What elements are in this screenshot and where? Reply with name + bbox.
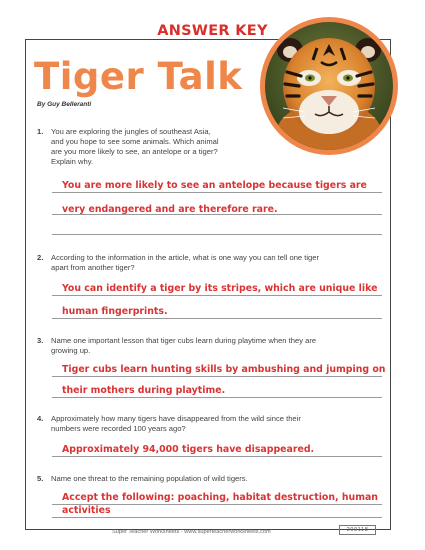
question-1 xyxy=(37,127,367,167)
answer-line: You are more likely to see an antelope because tigers are xyxy=(62,180,367,191)
answer-rule xyxy=(52,234,382,235)
question-number: 4. xyxy=(37,414,44,423)
answer-line: human fingerprints. xyxy=(62,306,168,317)
page-title: Tiger Talk xyxy=(34,55,243,98)
question-line: growing up. xyxy=(51,346,91,355)
question-line: Name one threat to the remaining population of wild tigers. xyxy=(51,474,248,483)
answer-rule xyxy=(52,376,382,377)
answer-line: their mothers during playtime. xyxy=(62,385,226,396)
question-4 xyxy=(37,414,377,434)
answer-line: activities xyxy=(62,505,111,516)
question-5 xyxy=(37,474,377,484)
footer-credit: Super Teacher Worksheets - www.superteacherworksheets.com xyxy=(112,529,271,535)
answer-line: Accept the following: poaching, habitat destruction, human xyxy=(62,492,378,503)
question-line: apart from another tiger? xyxy=(51,263,135,272)
answer-rule xyxy=(52,192,382,193)
answer-line: Tiger cubs learn hunting skills by ambushing and jumping on xyxy=(62,364,386,375)
question-line: and you hope to see some animals. Which animal xyxy=(51,137,219,146)
question-number: 1. xyxy=(37,127,44,136)
question-3 xyxy=(37,336,377,356)
answer-rule xyxy=(52,397,382,398)
question-line: are you more likely to see, an antelope or a tiger? xyxy=(51,147,218,156)
question-2 xyxy=(37,253,377,273)
answer-line: Approximately 94,000 tigers have disappeared. xyxy=(62,444,315,455)
question-number: 3. xyxy=(37,336,44,345)
answer-line: You can identify a tiger by its stripes, which are unique like xyxy=(62,283,378,294)
answer-rule xyxy=(52,456,382,457)
question-line: You are exploring the jungles of southeast Asia, xyxy=(51,127,211,136)
answer-rule xyxy=(52,295,382,296)
byline: By Guy Belleranti xyxy=(37,101,92,108)
answer-rule xyxy=(52,318,382,319)
worksheet-code: 200118 xyxy=(339,525,376,535)
question-line: Name one important lesson that tiger cubs learn during playtime when they are xyxy=(51,336,317,345)
answer-line: very endangered and are therefore rare. xyxy=(62,204,278,215)
question-line: Explain why. xyxy=(51,157,94,166)
answer-key-heading: ANSWER KEY xyxy=(0,23,425,39)
question-line: Approximately how many tigers have disappeared from the wild since their xyxy=(51,414,301,423)
question-line: numbers were recorded 100 years ago? xyxy=(51,424,186,433)
question-number: 2. xyxy=(37,253,44,262)
question-line: According to the information in the article, what is one way you can tell one tiger xyxy=(51,253,320,262)
answer-rule xyxy=(52,517,382,518)
answer-rule xyxy=(52,214,382,215)
question-number: 5. xyxy=(37,474,44,483)
